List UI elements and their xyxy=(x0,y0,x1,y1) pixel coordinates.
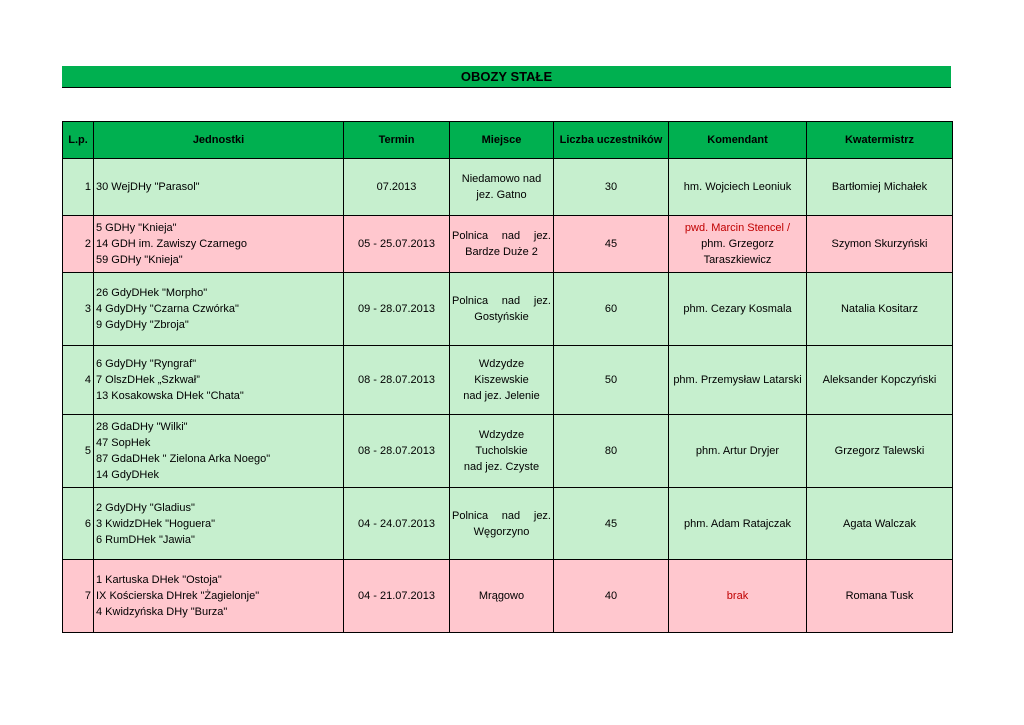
cell-commander xyxy=(669,346,807,415)
header-count: Liczba uczestników xyxy=(554,122,669,159)
cell-lp: 3 xyxy=(63,273,94,346)
unit-line: 14 GDH im. Zawiszy Czarnego xyxy=(96,238,247,250)
cell-term: 08 - 28.07.2013 xyxy=(344,346,450,415)
cell-count: 45 xyxy=(554,216,669,273)
cell-lp: 5 xyxy=(63,415,94,488)
table-row xyxy=(63,216,953,273)
cell-lp: 7 xyxy=(63,560,94,633)
cell-units xyxy=(94,488,344,560)
table-row xyxy=(63,415,953,488)
place-line: Polnica nad jez. xyxy=(452,509,551,522)
cell-term: 04 - 21.07.2013 xyxy=(344,560,450,633)
commander-line: Taraszkiewicz xyxy=(703,254,772,266)
cell-units xyxy=(94,273,344,346)
cell-lp: 6 xyxy=(63,488,94,560)
header-units: Jednostki xyxy=(94,122,344,159)
cell-term: 07.2013 xyxy=(344,159,450,216)
unit-line: 6 GdyDHy "Ryngraf" xyxy=(96,358,197,370)
place-line: Wdzydze Kiszewskie xyxy=(474,358,529,386)
unit-line: 7 OlszDHek „Szkwał” xyxy=(96,374,200,386)
unit-line: 3 KwidzDHek "Hoguera" xyxy=(96,517,216,530)
cell-quartermaster: Szymon Skurzyński xyxy=(807,216,953,273)
sheet-title: OBOZY STAŁE xyxy=(62,66,951,88)
cell-place xyxy=(450,560,554,633)
unit-line: 47 SopHek xyxy=(96,437,151,449)
place-line: Polnica nad jez. xyxy=(452,295,551,307)
unit-line: 9 GdyDHy "Zbroja" xyxy=(96,319,189,331)
place-line: nad jez. Jelenie xyxy=(463,390,540,402)
place-line: Mrągowo xyxy=(478,590,525,602)
unit-line: 13 Kosakowska DHek "Chata" xyxy=(96,390,244,402)
cell-place xyxy=(450,415,554,488)
unit-line: 1 Kartuska DHek "Ostoja" xyxy=(96,574,222,586)
cell-count: 45 xyxy=(554,488,669,560)
unit-line: 59 GDHy "Knieja" xyxy=(96,254,183,266)
header-commander: Komendant xyxy=(669,122,807,159)
cell-units xyxy=(94,216,344,273)
place-line: nad jez. Czyste xyxy=(463,461,540,473)
cell-quartermaster: Bartłomiej Michałek xyxy=(807,159,953,216)
cell-commander xyxy=(669,415,807,488)
cell-count: 80 xyxy=(554,415,669,488)
cell-quartermaster: Natalia Kositarz xyxy=(807,273,953,346)
unit-line: 2 GdyDHy "Gladius" xyxy=(96,501,195,514)
place-line: Bardze Duże 2 xyxy=(465,246,538,258)
commander-line: phm. Grzegorz xyxy=(701,238,774,250)
cell-lp: 4 xyxy=(63,346,94,415)
unit-line: 4 GdyDHy "Czarna Czwórka" xyxy=(96,303,239,315)
header-place: Miejsce xyxy=(450,122,554,159)
place-line: Węgorzyno xyxy=(473,525,530,538)
cell-units xyxy=(94,346,344,415)
place-line: Gostyńskie xyxy=(474,311,529,323)
cell-commander xyxy=(669,159,807,216)
cell-place xyxy=(450,159,554,216)
unit-line: 6 RumDHek "Jawia" xyxy=(96,533,195,546)
header-quartermaster: Kwatermistrz xyxy=(807,122,953,159)
cell-commander xyxy=(669,488,807,560)
cell-term: 09 - 28.07.2013 xyxy=(344,273,450,346)
commander-line: phm. Adam Ratajczak xyxy=(684,517,791,530)
unit-line: 4 Kwidzyńska DHy "Burza" xyxy=(96,606,228,618)
unit-line: 30 WejDHy "Parasol" xyxy=(96,181,200,193)
cell-quartermaster: Agata Walczak xyxy=(807,488,953,560)
place-line: Wdzydze Tucholskie xyxy=(475,429,528,457)
cell-count: 60 xyxy=(554,273,669,346)
cell-lp: 2 xyxy=(63,216,94,273)
unit-line: 28 GdaDHy "Wilki" xyxy=(96,421,188,433)
unit-line: IX Kościerska DHrek "Żagielonje" xyxy=(96,590,260,602)
table-row xyxy=(63,273,953,346)
cell-count: 50 xyxy=(554,346,669,415)
camps-table xyxy=(62,121,953,633)
cell-units xyxy=(94,560,344,633)
commander-line: phm. Przemysław Latarski xyxy=(673,374,802,386)
cell-commander xyxy=(669,216,807,273)
unit-line: 5 GDHy "Knieja" xyxy=(96,222,177,234)
cell-lp: 1 xyxy=(63,159,94,216)
cell-term: 04 - 24.07.2013 xyxy=(344,488,450,560)
header-row xyxy=(63,122,953,159)
cell-units xyxy=(94,415,344,488)
unit-line: 26 GdyDHek "Morpho" xyxy=(96,287,208,299)
cell-commander xyxy=(669,273,807,346)
cell-commander xyxy=(669,560,807,633)
unit-line: 14 GdyDHek xyxy=(96,469,159,481)
cell-place xyxy=(450,346,554,415)
commander-line: brak xyxy=(726,590,749,602)
table-row xyxy=(63,346,953,415)
cell-term: 08 - 28.07.2013 xyxy=(344,415,450,488)
table-row xyxy=(63,488,953,560)
cell-quartermaster: Aleksander Kopczyński xyxy=(807,346,953,415)
place-line: Niedamowo nad xyxy=(461,173,542,185)
commander-line: phm. Artur Dryjer xyxy=(695,445,780,457)
commander-line: phm. Cezary Kosmala xyxy=(683,303,792,315)
cell-place xyxy=(450,488,554,560)
cell-place xyxy=(450,273,554,346)
commander-line: hm. Wojciech Leoniuk xyxy=(683,181,792,193)
cell-place xyxy=(450,216,554,273)
cell-units xyxy=(94,159,344,216)
cell-count: 40 xyxy=(554,560,669,633)
commander-line: pwd. Marcin Stencel / xyxy=(684,222,791,234)
header-term: Termin xyxy=(344,122,450,159)
place-line: Polnica nad jez. xyxy=(452,230,551,242)
cell-quartermaster: Romana Tusk xyxy=(807,560,953,633)
cell-term: 05 - 25.07.2013 xyxy=(344,216,450,273)
cell-quartermaster: Grzegorz Talewski xyxy=(807,415,953,488)
unit-line: 87 GdaDHek " Zielona Arka Noego" xyxy=(96,453,271,465)
table-row xyxy=(63,560,953,633)
table-row xyxy=(63,159,953,216)
cell-count: 30 xyxy=(554,159,669,216)
header-lp: L.p. xyxy=(63,122,94,159)
place-line: jez. Gatno xyxy=(476,189,527,201)
